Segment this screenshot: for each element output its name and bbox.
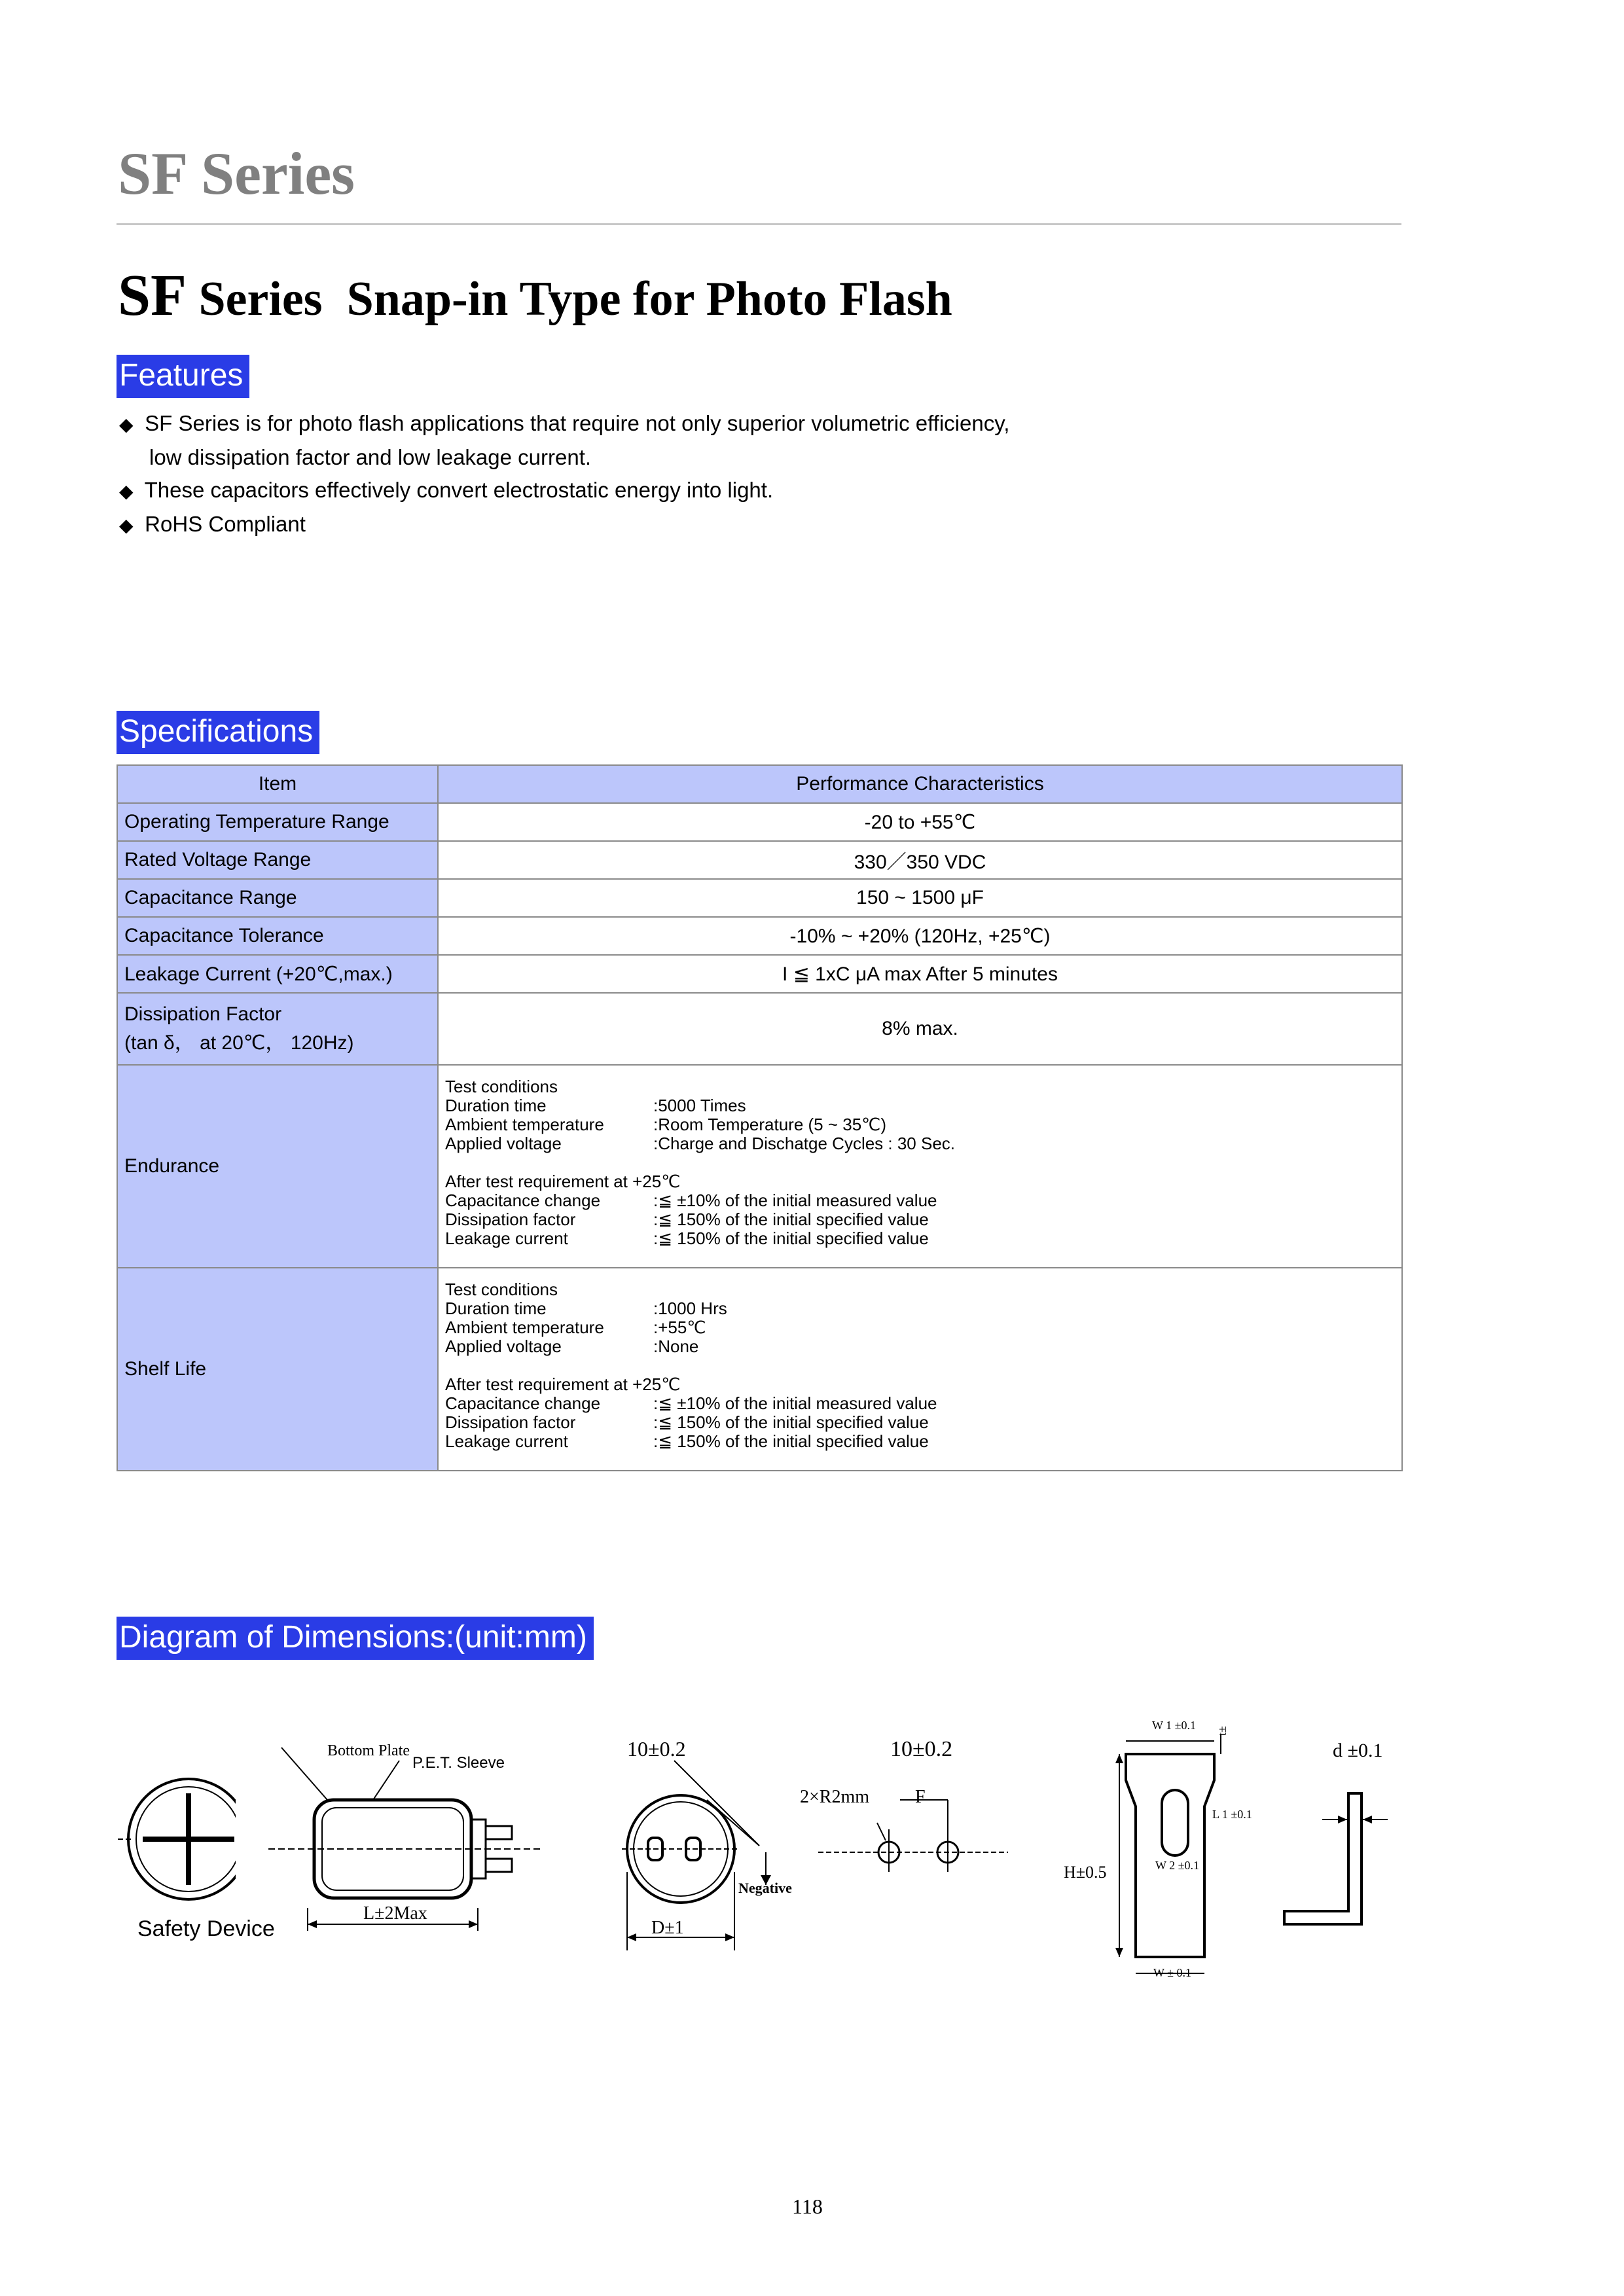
safety-device-label: Safety Device bbox=[137, 1916, 275, 1941]
list-item-continuation: low dissipation factor and low leakage current. bbox=[149, 445, 592, 469]
w-label: W ± 0.1 bbox=[1153, 1966, 1192, 1979]
f-dimension-label: F bbox=[915, 1787, 926, 1807]
w1-label: W 1 ±0.1 bbox=[1152, 1719, 1197, 1732]
table-row: Capacitance Tolerance -10% ~ +20% (120Hz, +25℃) bbox=[117, 917, 1402, 955]
hole-radius-label: 2×R2mm bbox=[800, 1787, 870, 1807]
terminal-side-profile bbox=[1283, 1767, 1414, 1937]
w2-label: W 2 ±0.1 bbox=[1155, 1859, 1200, 1872]
features-list bbox=[119, 407, 1009, 542]
page-title: SF Series bbox=[118, 140, 355, 207]
pet-sleeve-label: P.E.T. Sleeve bbox=[412, 1754, 505, 1772]
terminal-front-view bbox=[1080, 1715, 1276, 1990]
l1-label: L 1 ±0.1 bbox=[1212, 1808, 1252, 1821]
h-label: H±0.5 bbox=[1064, 1863, 1107, 1882]
pin-pitch-label: 10±0.2 bbox=[627, 1737, 686, 1761]
page-number: 118 bbox=[792, 2195, 823, 2218]
table-row-shelf-life: Shelf Life Test conditions Duration time :1000 Hrs Ambient temperature :+55℃ Applied voltage :None After test requirement at +25℃ Capacitance change :≦ ±10% of the initial measured value Dissipation factor :≦ 150% of the initial specified value Leakage current :≦ 150% of the initial specified value bbox=[117, 1268, 1402, 1471]
length-label: L±2Max bbox=[363, 1903, 427, 1924]
bottom-plate-label: Bottom Plate bbox=[327, 1742, 410, 1759]
diameter-label: D±1 bbox=[651, 1918, 684, 1938]
table-row: Rated Voltage Range 330／350 VDC bbox=[117, 841, 1402, 879]
table-header-row bbox=[117, 765, 1402, 803]
negative-label: Negative bbox=[738, 1880, 792, 1896]
shelf-life-conditions: Test conditions Duration time :1000 Hrs Ambient temperature :+55℃ Applied voltage :None After test requirement at +25℃ Capacitance change :≦ ±10% of the initial measured value Dissipation factor :≦ 150% of the initial specified value Leakage current :≦ 150% of the initial specified value bbox=[438, 1268, 1402, 1471]
table-row: Operating Temperature Range -20 to +55℃ bbox=[117, 803, 1402, 841]
list-item: ◆ SF Series is for photo flash applications that require not only superior volumetric efficiency, bbox=[119, 407, 1009, 441]
table-row-endurance: Endurance Test conditions Duration time :5000 Times Ambient temperature :Room Temperature (5 ~ 35℃) Applied voltage :Charge and Dischatge Cycles : 30 Sec. After test requirement at +25℃ Capacitance change :≦ ±10% of the initial measured value Dissipation factor :≦ 150% of the initial specified value Leakage current :≦ 150% of the initial specified value bbox=[117, 1065, 1402, 1268]
subtitle-prefix: SF bbox=[118, 263, 187, 328]
table-row: Dissipation Factor (tan δ， at 20℃， 120Hz) 8% max. bbox=[117, 993, 1402, 1065]
t-label: t± bbox=[1215, 1726, 1229, 1736]
subtitle-text: Series Snap-in Type for Photo Flash bbox=[187, 272, 952, 326]
table-row: Capacitance Range 150 ~ 1500 μF bbox=[117, 879, 1402, 917]
specifications-table bbox=[117, 764, 1403, 1471]
list-item: ◆ RoHS Compliant bbox=[119, 508, 1009, 542]
endurance-conditions: Test conditions Duration time :5000 Times Ambient temperature :Room Temperature (5 ~ 35℃) Applied voltage :Charge and Dischatge Cycles : 30 Sec. After test requirement at +25℃ Capacitance change :≦ ±10% of the initial measured value Dissipation factor :≦ 150% of the initial specified value Leakage current :≦ 150% of the initial specified value bbox=[438, 1065, 1402, 1268]
header-divider bbox=[117, 223, 1401, 225]
table-row: Leakage Current (+20℃,max.) I ≦ 1xC μA max After 5 minutes bbox=[117, 955, 1402, 993]
capacitor-bottom-view bbox=[609, 1741, 805, 1957]
column-header-item: Item bbox=[117, 765, 438, 803]
pin-pitch-label-2: 10±0.2 bbox=[890, 1737, 953, 1761]
column-header-performance: Performance Characteristics bbox=[438, 765, 1402, 803]
specifications-heading: Specifications bbox=[117, 711, 319, 754]
safety-device-end-view bbox=[118, 1767, 236, 1924]
diamond-bullet-icon: ◆ bbox=[119, 515, 134, 535]
dimensions-heading: Diagram of Dimensions:(unit:mm) bbox=[117, 1617, 594, 1660]
list-item: ◆ These capacitors effectively convert electrostatic energy into light. bbox=[119, 474, 1009, 508]
features-heading: Features bbox=[117, 355, 249, 398]
diamond-bullet-icon: ◆ bbox=[119, 481, 134, 501]
series-subtitle bbox=[118, 262, 952, 329]
diamond-bullet-icon: ◆ bbox=[119, 414, 134, 435]
d-label: d ±0.1 bbox=[1333, 1740, 1383, 1761]
